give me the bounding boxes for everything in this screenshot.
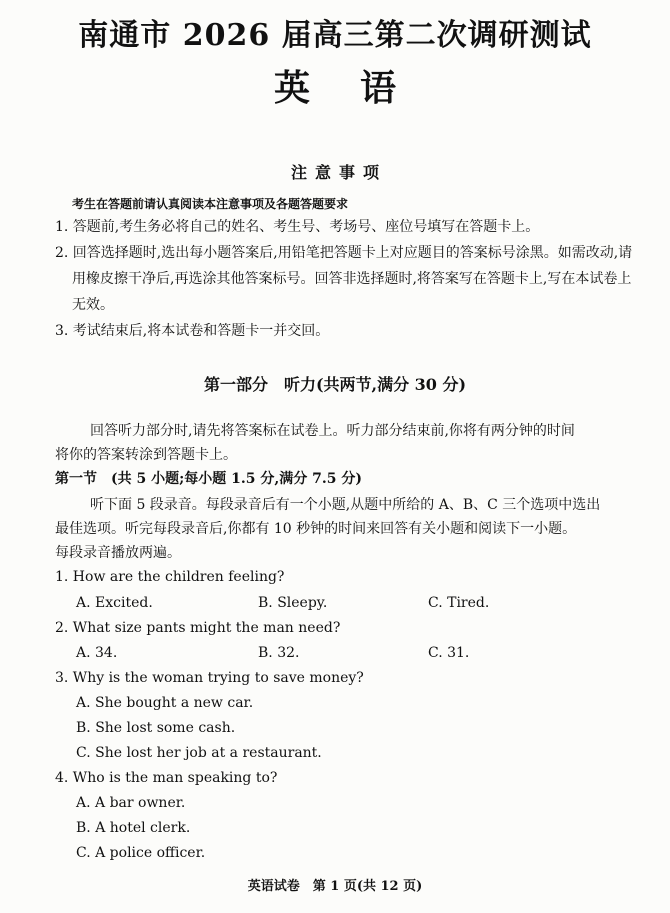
- question-2-stem: 2. What size pants might the man need?: [55, 620, 341, 636]
- section1-instructions-line3: 每段录音播放两遍。: [55, 545, 181, 561]
- part1-instructions-line1: 回答听力部分时,请先将答案标在试卷上。听力部分结束前,你将有两分钟的时间: [90, 423, 575, 439]
- page-footer: 英语试卷 第 1 页(共 12 页): [247, 879, 423, 894]
- subject-title: 英语: [273, 67, 446, 109]
- question-4-option-a: A. A bar owner.: [76, 795, 186, 811]
- section1-instructions-line1: 听下面 5 段录音。每段录音后有一个小题,从题中所给的 A、B、C 三个选项中选出: [90, 497, 601, 513]
- section1-instructions-line2: 最佳选项。听完每段录音后,你都有 10 秒钟的时间来回答有关小题和阅读下一小题。: [55, 521, 577, 537]
- question-3-stem: 3. Why is the woman trying to save money?: [55, 670, 364, 686]
- notice-item-3: 3. 考试结束后,将本试卷和答题卡一并交回。: [55, 323, 330, 339]
- question-3-option-c: C. She lost her job at a restaurant.: [76, 745, 322, 761]
- part1-instructions-line2: 将你的答案转涂到答题卡上。: [55, 447, 237, 463]
- notice-intro: 考生在答题前请认真阅读本注意事项及各题答题要求: [72, 197, 349, 211]
- question-1-option-b: B. Sleepy.: [258, 595, 328, 611]
- exam-title: 南通市 2026 届高三第二次调研测试: [78, 18, 592, 53]
- question-1-option-a: A. Excited.: [76, 595, 153, 611]
- question-1-option-c: C. Tired.: [428, 595, 490, 611]
- section1-heading: 第一节 (共 5 小题;每小题 1.5 分,满分 7.5 分): [55, 471, 362, 487]
- question-4-option-b: B. A hotel clerk.: [76, 820, 191, 836]
- question-2-option-c: C. 31.: [428, 645, 470, 661]
- notice-item-1: 1. 答题前,考生务必将自己的姓名、考生号、考场号、座位号填写在答题卡上。: [55, 219, 540, 235]
- question-3-option-b: B. She lost some cash.: [76, 720, 236, 736]
- question-3-option-a: A. She bought a new car.: [76, 695, 254, 711]
- question-2-option-a: A. 34.: [76, 645, 118, 661]
- question-4-option-c: C. A police officer.: [76, 845, 206, 861]
- notice-item-2-end: 无效。: [72, 297, 114, 313]
- notice-item-2-cont: 用橡皮擦干净后,再选涂其他答案标号。回答非选择题时,将答案写在答题卡上,写在本试卷上: [72, 271, 632, 287]
- question-2-option-b: B. 32.: [258, 645, 300, 661]
- question-4-stem: 4. Who is the man speaking to?: [55, 770, 278, 786]
- notice-heading: 注意事项: [290, 163, 387, 182]
- part1-heading: 第一部分 听力(共两节,满分 30 分): [203, 375, 467, 394]
- notice-item-2: 2. 回答选择题时,选出每小题答案后,用铅笔把答题卡上对应题目的答案标号涂黑。如需改动,请: [55, 245, 633, 261]
- question-1-stem: 1. How are the children feeling?: [55, 569, 285, 585]
